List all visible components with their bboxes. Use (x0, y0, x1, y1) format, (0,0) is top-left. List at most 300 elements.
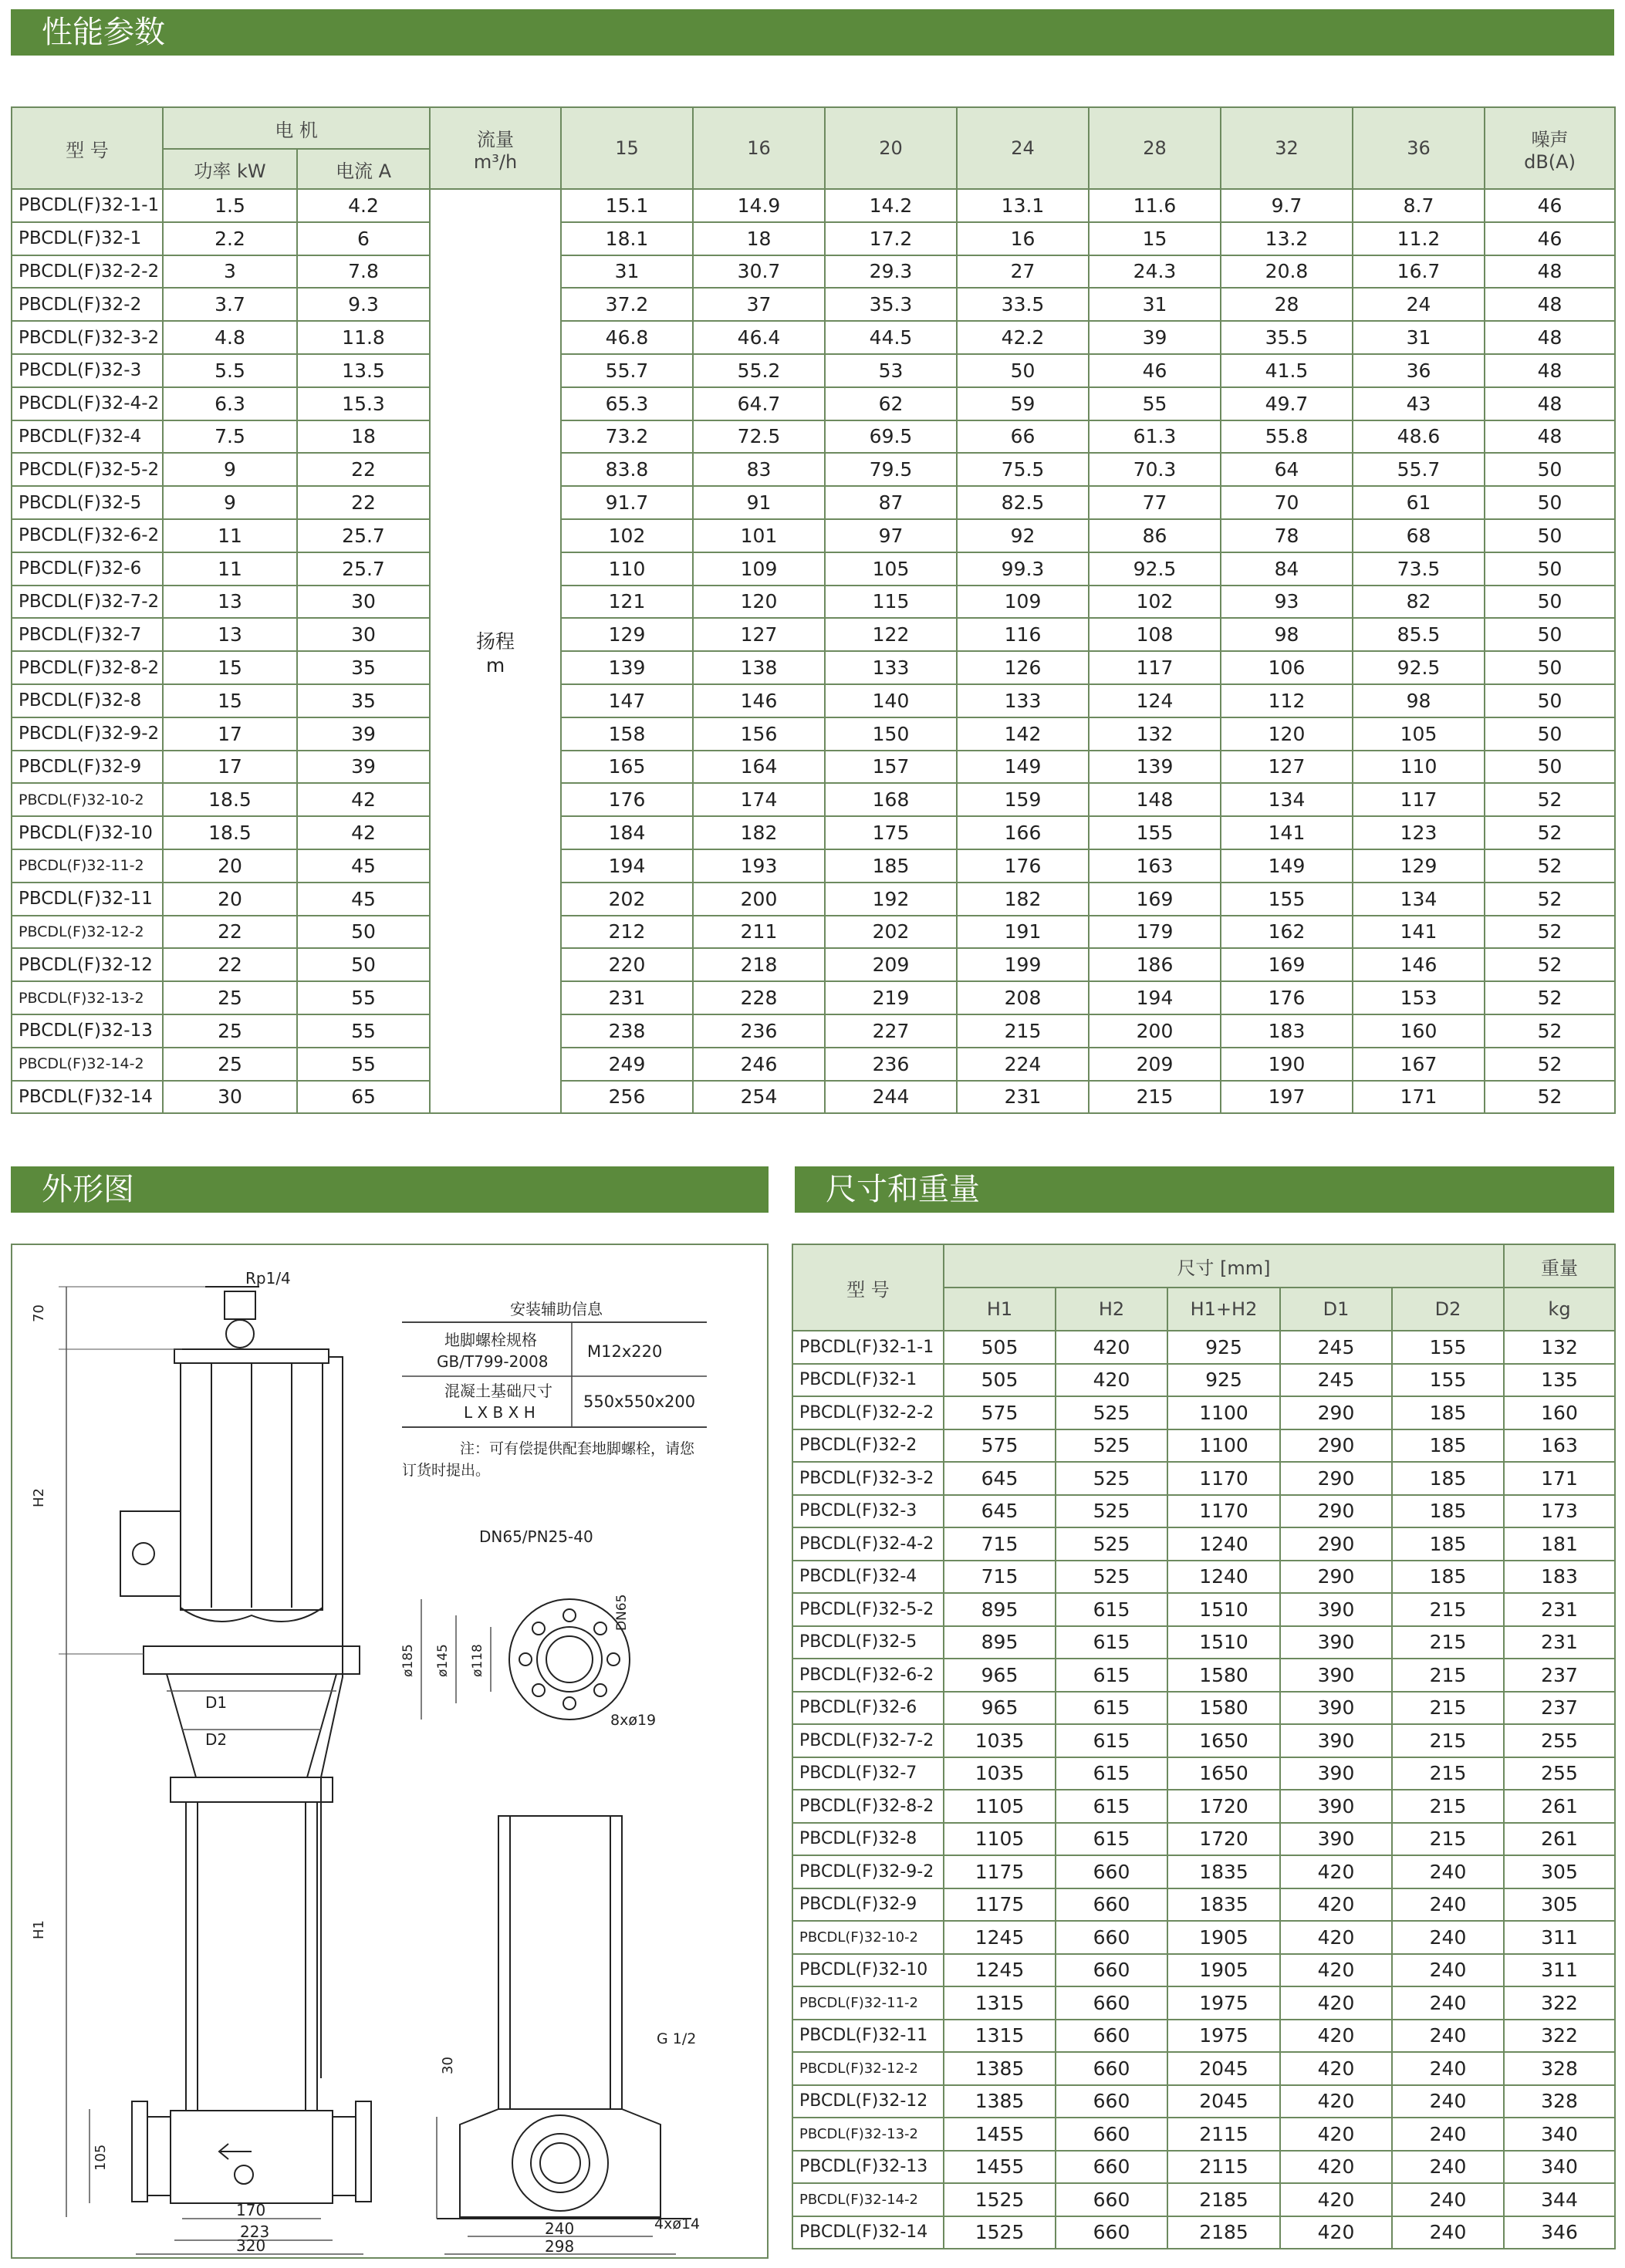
model-cell: PBCDL(F)32-3 (12, 354, 163, 387)
dim-185: ø185 (400, 1644, 416, 1677)
table-row (792, 2151, 1615, 2184)
head-cell: 164 (693, 751, 825, 784)
head-cell: 209 (1089, 1048, 1221, 1081)
weight-cell: 237 (1504, 1659, 1615, 1692)
head-cell: 66 (957, 420, 1089, 454)
table-row (12, 288, 1615, 321)
model-cell: PBCDL(F)32-7 (12, 618, 163, 651)
size-header: 尺寸 [mm] (944, 1244, 1504, 1288)
head-cell: 141 (1353, 916, 1485, 949)
head-cell: 78 (1221, 519, 1353, 552)
flow-label: 流量 (477, 128, 515, 150)
head-cell: 102 (1089, 586, 1221, 619)
dim-cell: 390 (1280, 1724, 1392, 1757)
noise-cell: 52 (1485, 1081, 1615, 1114)
head-cell: 18 (693, 222, 825, 255)
table-row (792, 1954, 1615, 1987)
head-cell: 102 (561, 519, 693, 552)
noise-label: 噪声 (1531, 128, 1569, 150)
weight-cell: 340 (1504, 2151, 1615, 2184)
weight-cell: 132 (1504, 1331, 1615, 1364)
power-cell: 4.8 (163, 321, 297, 354)
dim-cell: 240 (1392, 1986, 1504, 2020)
head-cell: 97 (825, 519, 957, 552)
noise-cell: 50 (1485, 453, 1615, 486)
dim-cell: 1905 (1167, 1954, 1280, 1987)
dim-8x19: 8xø19 (610, 1712, 657, 1729)
head-cell: 14.9 (693, 189, 825, 222)
dim-cell: 390 (1280, 1757, 1392, 1790)
dim-cell: 615 (1056, 1659, 1167, 1692)
dim-cell: 1835 (1167, 1888, 1280, 1922)
head-cell: 112 (1221, 684, 1353, 717)
head-cell: 91 (693, 486, 825, 519)
head-cell: 184 (561, 816, 693, 849)
table-row (12, 255, 1615, 289)
head-cell: 209 (825, 948, 957, 981)
head-cell: 86 (1089, 519, 1221, 552)
head-cell: 98 (1353, 684, 1485, 717)
head-cell: 231 (957, 1081, 1089, 1114)
dim-cell: 215 (1392, 1692, 1504, 1725)
head-cell: 192 (825, 883, 957, 916)
head-cell: 138 (693, 651, 825, 684)
head-cell: 219 (825, 981, 957, 1014)
table-row (12, 1014, 1615, 1048)
head-cell: 159 (957, 783, 1089, 816)
dim-cell: 420 (1280, 2020, 1392, 2053)
head-cell: 157 (825, 751, 957, 784)
table-row (792, 1921, 1615, 1954)
current-cell: 15.3 (297, 387, 430, 420)
head-cell: 155 (1089, 816, 1221, 849)
head-cell: 122 (825, 618, 957, 651)
head-cell: 35.3 (825, 288, 957, 321)
weight-cell: 171 (1504, 1462, 1615, 1495)
current-cell: 55 (297, 1048, 430, 1081)
dim-cell: 1510 (1167, 1593, 1280, 1626)
head-cell: 156 (693, 717, 825, 751)
model-cell: PBCDL(F)32-5-2 (12, 453, 163, 486)
dim-d1: D1 (205, 1693, 228, 1712)
dim-cell: 525 (1056, 1396, 1167, 1429)
dim-cell: 245 (1280, 1364, 1392, 1397)
side-base (460, 2109, 660, 2217)
dim-cell: 525 (1056, 1429, 1167, 1463)
dim-cell: 240 (1392, 1888, 1504, 1922)
head-cell: 18.1 (561, 222, 693, 255)
model-cell: PBCDL(F)32-3-2 (792, 1462, 944, 1495)
dim-cell: 420 (1280, 2118, 1392, 2151)
model-header: 型 号 (12, 107, 163, 189)
model-cell: PBCDL(F)32-4 (792, 1561, 944, 1594)
head-cell: 73.5 (1353, 552, 1485, 586)
model-cell: PBCDL(F)32-10-2 (12, 783, 163, 816)
weight-cell: 311 (1504, 1954, 1615, 1987)
head-cell: 48.6 (1353, 420, 1485, 454)
head-cell: 110 (1353, 751, 1485, 784)
dim-cell: 1100 (1167, 1429, 1280, 1463)
weight-cell: 255 (1504, 1724, 1615, 1757)
power-cell: 20 (163, 883, 297, 916)
dim-cell: 660 (1056, 2118, 1167, 2151)
head-cell: 14.2 (825, 189, 957, 222)
noise-cell: 46 (1485, 189, 1615, 222)
power-cell: 2.2 (163, 222, 297, 255)
dim-cell: 420 (1056, 1364, 1167, 1397)
outline-drawing (11, 1244, 769, 2259)
dim-cell: 420 (1280, 1954, 1392, 1987)
head-cell: 92 (957, 519, 1089, 552)
dim-d2: D2 (205, 1730, 228, 1749)
head-cell: 224 (957, 1048, 1089, 1081)
model-cell: PBCDL(F)32-13 (792, 2151, 944, 2184)
head-cell: 254 (693, 1081, 825, 1114)
dim-cell: 1525 (944, 2183, 1056, 2216)
table-row (792, 1659, 1615, 1692)
dim-cell: 390 (1280, 1692, 1392, 1725)
dim-cell: 1650 (1167, 1757, 1280, 1790)
dim-col-header: H2 (1056, 1288, 1167, 1331)
model-cell: PBCDL(F)32-8 (792, 1823, 944, 1856)
weight-cell: 181 (1504, 1527, 1615, 1561)
head-cell: 20.8 (1221, 255, 1353, 289)
noise-cell: 50 (1485, 618, 1615, 651)
dim-cell: 390 (1280, 1593, 1392, 1626)
dim-cell: 185 (1392, 1527, 1504, 1561)
head-cell: 37 (693, 288, 825, 321)
head-cell: 46 (1089, 354, 1221, 387)
head-cell: 139 (1089, 751, 1221, 784)
dim-cell: 525 (1056, 1561, 1167, 1594)
head-cell: 31 (1353, 321, 1485, 354)
current-cell: 9.3 (297, 288, 430, 321)
head-cell: 168 (825, 783, 957, 816)
head-cell: 200 (1089, 1014, 1221, 1048)
dim-cell: 185 (1392, 1396, 1504, 1429)
noise-cell: 52 (1485, 981, 1615, 1014)
head-cell: 55.7 (561, 354, 693, 387)
model-cell: PBCDL(F)32-5-2 (792, 1593, 944, 1626)
current-cell: 55 (297, 981, 430, 1014)
head-cell: 115 (825, 586, 957, 619)
dim-cell: 965 (944, 1659, 1056, 1692)
noise-cell: 50 (1485, 486, 1615, 519)
table-row (12, 849, 1615, 883)
dim-cell: 525 (1056, 1527, 1167, 1561)
power-cell: 3 (163, 255, 297, 289)
table-row (12, 981, 1615, 1014)
dim-cell: 575 (944, 1396, 1056, 1429)
table-row (792, 1527, 1615, 1561)
weight-cell: 163 (1504, 1429, 1615, 1463)
head-cell: 127 (693, 618, 825, 651)
noise-cell: 50 (1485, 717, 1615, 751)
model-cell: PBCDL(F)32-10-2 (792, 1921, 944, 1954)
head-cell: 197 (1221, 1081, 1353, 1114)
dim-cell: 240 (1392, 2151, 1504, 2184)
dim-cell: 660 (1056, 2151, 1167, 2184)
valve-bonnet (226, 1320, 254, 1348)
dim-cell: 290 (1280, 1561, 1392, 1594)
model-cell: PBCDL(F)32-9 (12, 751, 163, 784)
dim-4x14: 4xø14 (654, 2216, 701, 2233)
weight-cell: 231 (1504, 1626, 1615, 1659)
dim-170: 170 (236, 2201, 266, 2219)
noise-cell: 48 (1485, 387, 1615, 420)
dim-cell: 1385 (944, 2052, 1056, 2085)
noise-cell: 48 (1485, 255, 1615, 289)
current-cell: 22 (297, 486, 430, 519)
head-cell: 174 (693, 783, 825, 816)
head-cell: 176 (957, 849, 1089, 883)
dim-cell: 420 (1280, 2216, 1392, 2249)
model-cell: PBCDL(F)32-6-2 (792, 1659, 944, 1692)
current-cell: 22 (297, 453, 430, 486)
dimensions-section-header: 尺寸和重量 (795, 1166, 1614, 1213)
model-cell: PBCDL(F)32-11-2 (12, 849, 163, 883)
power-header: 功率 kW (163, 149, 297, 189)
dim-cell: 1170 (1167, 1462, 1280, 1495)
dimensions-table-body (792, 1331, 1615, 2249)
head-cell: 110 (561, 552, 693, 586)
dim-cell: 660 (1056, 2216, 1167, 2249)
junction-box (120, 1511, 181, 1596)
weight-cell: 237 (1504, 1692, 1615, 1725)
head-cell: 64 (1221, 453, 1353, 486)
table-row (12, 1048, 1615, 1081)
base-label-2: L X B X H (464, 1403, 535, 1422)
outline-section-header: 外形图 (11, 1166, 769, 1213)
dim-cell: 1035 (944, 1724, 1056, 1757)
bolt-label-2: GB/T799-2008 (437, 1352, 549, 1371)
dim-cell: 615 (1056, 1757, 1167, 1790)
dim-cell: 240 (1392, 2118, 1504, 2151)
model-cell: PBCDL(F)32-12 (12, 948, 163, 981)
dim-cell: 1315 (944, 2020, 1056, 2053)
head-cell: 134 (1353, 883, 1485, 916)
dim-cell: 1650 (1167, 1724, 1280, 1757)
flow-col-header: 24 (957, 107, 1089, 189)
head-cell: 75.5 (957, 453, 1089, 486)
dim-col-header: H1+H2 (1167, 1288, 1280, 1331)
model-cell: PBCDL(F)32-14 (792, 2216, 944, 2249)
dim-cell: 420 (1280, 1888, 1392, 1922)
install-title: 安装辅助信息 (510, 1300, 603, 1318)
bracket (167, 1674, 336, 1777)
weight-cell: 160 (1504, 1396, 1615, 1429)
dim-cell: 215 (1392, 1626, 1504, 1659)
table-row (792, 1986, 1615, 2020)
head-cell: 16.7 (1353, 255, 1485, 289)
head-cell: 142 (957, 717, 1089, 751)
head-cell: 215 (1089, 1081, 1221, 1114)
dim-cell: 1835 (1167, 1855, 1280, 1888)
head-cell: 61 (1353, 486, 1485, 519)
model-cell: PBCDL(F)32-7-2 (12, 586, 163, 619)
noise-cell: 48 (1485, 420, 1615, 454)
dim-cell: 215 (1392, 1823, 1504, 1856)
head-cell: 39 (1089, 321, 1221, 354)
head-cell: 41.5 (1221, 354, 1353, 387)
head-cell: 61.3 (1089, 420, 1221, 454)
head-cell: 55.7 (1353, 453, 1485, 486)
noise-cell: 50 (1485, 684, 1615, 717)
head-cell: 155 (1221, 883, 1353, 916)
head-cell: 166 (957, 816, 1089, 849)
dim-cell: 2185 (1167, 2216, 1280, 2249)
noise-cell: 52 (1485, 816, 1615, 849)
current-cell: 50 (297, 948, 430, 981)
model-cell: PBCDL(F)32-2-2 (792, 1396, 944, 1429)
table-row (792, 1626, 1615, 1659)
dim-cell: 240 (1392, 1921, 1504, 1954)
noise-cell: 48 (1485, 321, 1615, 354)
head-cell: 8.7 (1353, 189, 1485, 222)
dim-cell: 895 (944, 1626, 1056, 1659)
head-cell: 150 (825, 717, 957, 751)
dim-cell: 185 (1392, 1561, 1504, 1594)
current-cell: 50 (297, 916, 430, 949)
dim-col-header: H1 (944, 1288, 1056, 1331)
bolt-value: M12x220 (587, 1342, 663, 1361)
head-cell: 146 (693, 684, 825, 717)
noise-cell: 52 (1485, 849, 1615, 883)
current-cell: 13.5 (297, 354, 430, 387)
dim-cell: 240 (1392, 1855, 1504, 1888)
flange-outer (509, 1599, 630, 1720)
head-cell: 43 (1353, 387, 1485, 420)
head-cell: 92.5 (1089, 552, 1221, 586)
head-cell: 28 (1221, 288, 1353, 321)
head-cell: 53 (825, 354, 957, 387)
current-cell: 11.8 (297, 321, 430, 354)
head-cell: 44.5 (825, 321, 957, 354)
noise-unit: dB(A) (1524, 150, 1576, 173)
dim-cell: 1240 (1167, 1527, 1280, 1561)
model-cell: PBCDL(F)32-13 (12, 1014, 163, 1048)
weight-cell: 255 (1504, 1757, 1615, 1790)
head-cell: 176 (1221, 981, 1353, 1014)
head-cell: 194 (561, 849, 693, 883)
head-cell: 199 (957, 948, 1089, 981)
current-cell: 39 (297, 717, 430, 751)
motor-header: 电 机 (163, 107, 430, 149)
head-cell: 70.3 (1089, 453, 1221, 486)
head-cell: 65.3 (561, 387, 693, 420)
head-cell: 55.8 (1221, 420, 1353, 454)
dim-cell: 390 (1280, 1626, 1392, 1659)
head-cell: 33.5 (957, 288, 1089, 321)
head-cell: 99.3 (957, 552, 1089, 586)
head-cell: 120 (693, 586, 825, 619)
dim-cell: 185 (1392, 1429, 1504, 1463)
dim-cell: 1580 (1167, 1659, 1280, 1692)
current-cell: 55 (297, 1014, 430, 1048)
weight-cell: 305 (1504, 1888, 1615, 1922)
head-cell: 37.2 (561, 288, 693, 321)
table-row (12, 486, 1615, 519)
head-cell: 236 (693, 1014, 825, 1048)
model-cell: PBCDL(F)32-9-2 (792, 1855, 944, 1888)
noise-cell: 50 (1485, 651, 1615, 684)
power-cell: 5.5 (163, 354, 297, 387)
table-row (12, 651, 1615, 684)
head-cell: 236 (825, 1048, 957, 1081)
head-cell: 69.5 (825, 420, 957, 454)
outlet-flange (356, 2101, 371, 2202)
table-row (792, 2216, 1615, 2249)
power-cell: 15 (163, 651, 297, 684)
model-cell: PBCDL(F)32-14 (12, 1081, 163, 1114)
power-cell: 22 (163, 916, 297, 949)
dim-cell: 420 (1280, 2151, 1392, 2184)
dim-cell: 660 (1056, 1986, 1167, 2020)
head-cell: 68 (1353, 519, 1485, 552)
weight-cell: 173 (1504, 1495, 1615, 1528)
model-cell: PBCDL(F)32-8-2 (12, 651, 163, 684)
power-cell: 7.5 (163, 420, 297, 454)
current-cell: 25.7 (297, 519, 430, 552)
power-cell: 30 (163, 1081, 297, 1114)
head-cell: 98 (1221, 618, 1353, 651)
weight-cell: 344 (1504, 2183, 1615, 2216)
head-cell: 246 (693, 1048, 825, 1081)
head-cell: 50 (957, 354, 1089, 387)
current-cell: 65 (297, 1081, 430, 1114)
head-cell: 87 (825, 486, 957, 519)
head-cell: 82 (1353, 586, 1485, 619)
noise-cell: 50 (1485, 751, 1615, 784)
head-cell: 175 (825, 816, 957, 849)
noise-cell: 52 (1485, 783, 1615, 816)
current-cell: 39 (297, 751, 430, 784)
dim-col-header: D1 (1280, 1288, 1392, 1331)
install-note-1: 注：可有偿提供配套地脚螺栓，请您 (460, 1440, 695, 1457)
dim-cell: 525 (1056, 1495, 1167, 1528)
current-cell: 18 (297, 420, 430, 454)
install-note-2: 订货时提出。 (402, 1462, 491, 1479)
table-row (12, 1081, 1615, 1114)
head-cell: 13.1 (957, 189, 1089, 222)
dim-320: 320 (236, 2236, 266, 2255)
dim-cell: 1905 (1167, 1921, 1280, 1954)
valve-body (225, 1291, 255, 1319)
dim-cell: 240 (1392, 2183, 1504, 2216)
head-cell: 124 (1089, 684, 1221, 717)
dim-cell: 1170 (1167, 1495, 1280, 1528)
head-cell: 116 (957, 618, 1089, 651)
table-row (12, 816, 1615, 849)
dim-cell: 1105 (944, 1823, 1056, 1856)
current-cell: 25.7 (297, 552, 430, 586)
head-cell: 59 (957, 387, 1089, 420)
head-cell: 35.5 (1221, 321, 1353, 354)
model-cell: PBCDL(F)32-2 (12, 288, 163, 321)
flow-header (430, 107, 561, 189)
head-cell: 120 (1221, 717, 1353, 751)
head-cell: 160 (1353, 1014, 1485, 1048)
dim-cell: 660 (1056, 2183, 1167, 2216)
head-cell: 183 (1221, 1014, 1353, 1048)
table-row (792, 1823, 1615, 1856)
dim-cell: 1105 (944, 1790, 1056, 1823)
table-row (792, 1757, 1615, 1790)
table-row (792, 2183, 1615, 2216)
weight-cell: 231 (1504, 1593, 1615, 1626)
head-cell: 83 (693, 453, 825, 486)
table-row (12, 684, 1615, 717)
